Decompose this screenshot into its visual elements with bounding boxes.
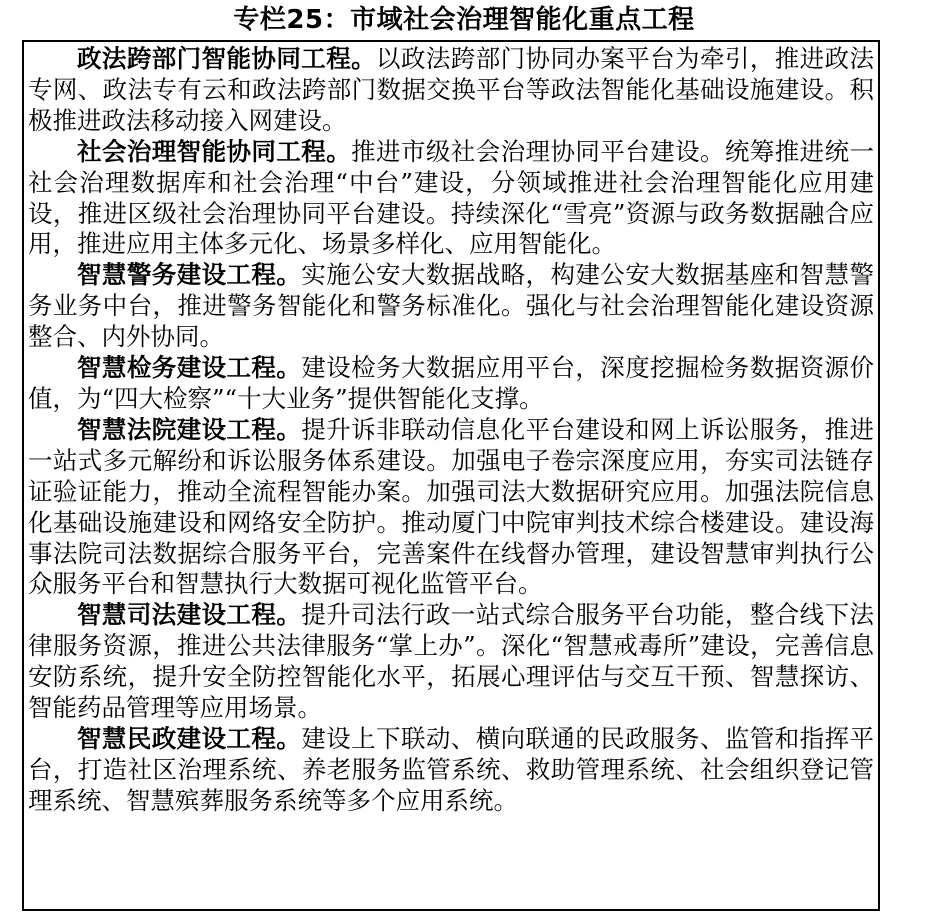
section-smart-civil-affairs [28, 724, 874, 817]
section-smart-justice [28, 600, 874, 724]
section-heading: 智慧检务建设工程。 [77, 353, 302, 383]
section-body: 提升诉非联动信息化平台建设和网上诉讼服务，推进一站式多元解纷和诉讼服务体系建设。加强电子卷宗深度应用，夯实司法链存证验证能力，推动全流程智能办案。加强司法大数据研究应用。加强法院信息化基础设施建设和网络安全防护。推动厦门中院审判技术综合楼建设。建设海事法院司法数据综合服务平台，完善案件在线督办管理，建设智慧审判执行公众服务平台和智慧执行大数据可视化监管平台。 [28, 414, 875, 599]
section-social-governance [28, 137, 874, 261]
page-title: 专栏25：市域社会治理智能化重点工程 [233, 5, 695, 35]
section-heading: 智慧警务建设工程。 [77, 260, 302, 290]
section-political-legal [28, 44, 874, 137]
section-heading: 智慧民政建设工程。 [77, 723, 302, 753]
section-smart-procuratorate [28, 353, 874, 415]
section-smart-policing [28, 260, 874, 353]
section-body: 推进市级社会治理协同平台建设。统筹推进统一社会治理数据库和社会治理“中台”建设，分领域推进社会治理智能化应用建设，推进区级社会治理协同平台建设。持续深化“雪亮”资源与政务数据融合应用，推进应用主体多元化、场景多样化、应用智能化。 [28, 136, 875, 259]
section-heading: 政法跨部门智能协同工程。 [77, 44, 377, 73]
section-body: 建设上下联动、横向联通的民政服务、监管和指挥平台，打造社区治理系统、养老服务监管系统、救助管理系统、社会组织登记管理系统、智慧殡葬服务系统等多个应用系统。 [28, 723, 875, 815]
section-body: 以政法跨部门协同办案平台为牵引，推进政法专网、政法专有云和政法跨部门数据交换平台等政法智能化基础设施建设。积极推进政法移动接入网建设。 [28, 44, 874, 135]
section-heading: 智慧司法建设工程。 [77, 600, 302, 630]
section-heading: 社会治理智能协同工程。 [77, 136, 352, 166]
section-body: 实施公安大数据战略，构建公安大数据基座和智慧警务业务中台，推进警务智能化和警务标准化。强化与社会治理智能化建设资源整合、内外协同。 [28, 260, 875, 352]
section-smart-court [28, 415, 874, 600]
column-box [22, 40, 880, 911]
section-body: 提升司法行政一站式综合服务平台功能，整合线下法律服务资源，推进公共法律服务“掌上办”。深化“智慧戒毒所”建设，完善信息安防系统，提升安全防控智能化水平，拓展心理评估与交互干预、智慧探访、智能药品管理等应用场景。 [28, 600, 875, 723]
section-heading: 智慧法院建设工程。 [77, 414, 302, 444]
section-body: 建设检务大数据应用平台，深度挖掘检务数据资源价值，为“四大检察”“十大业务”提供智能化支撑。 [28, 353, 875, 413]
